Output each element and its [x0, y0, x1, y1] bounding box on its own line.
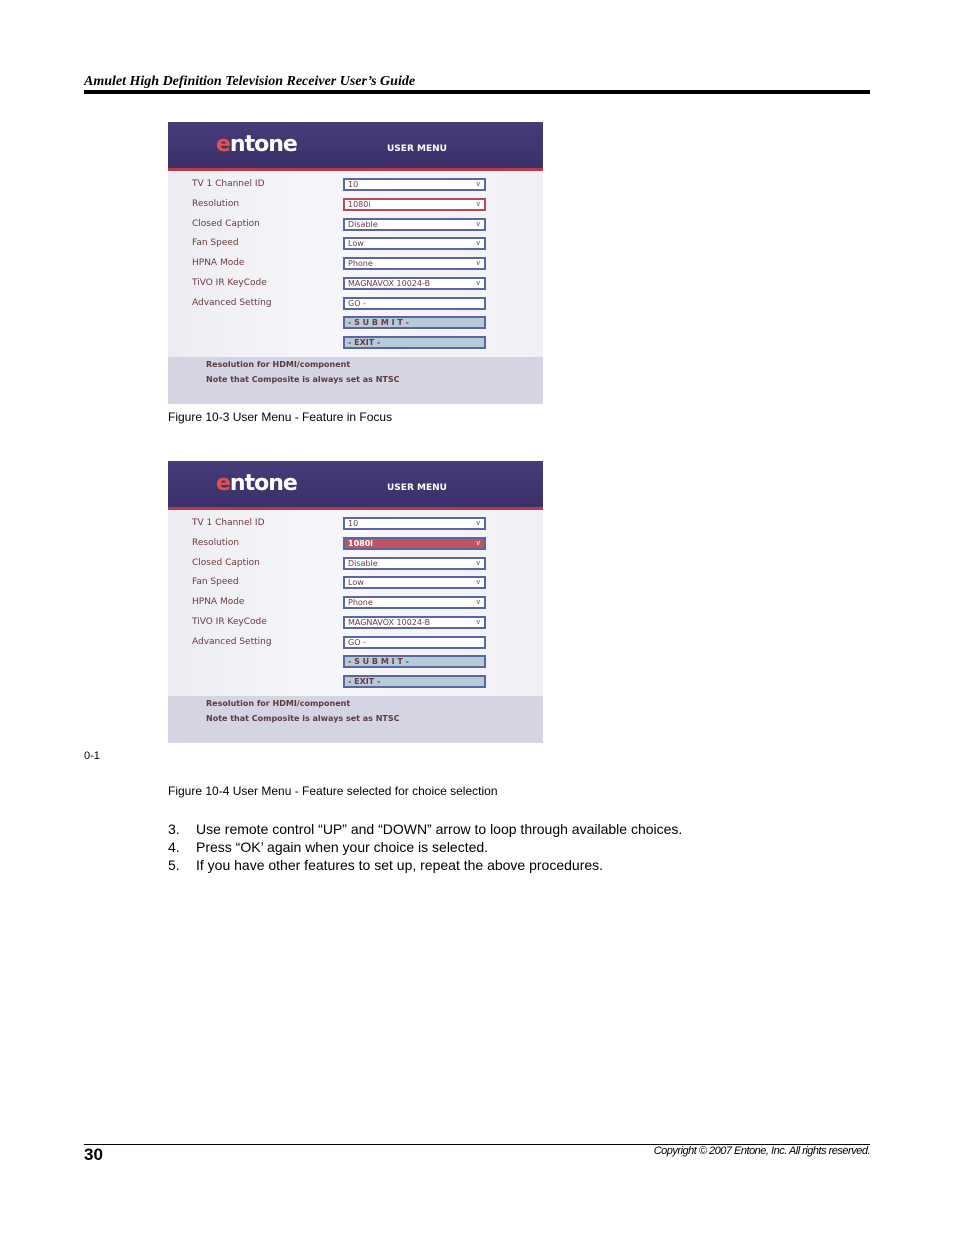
step-text: If you have other features to set up, repeat the above procedures.: [196, 857, 604, 873]
dropdown-arrow-icon: v: [476, 201, 480, 208]
step-number: 5.: [168, 857, 180, 873]
dropdown-arrow-icon: v: [476, 260, 480, 267]
menu-help-panel: [168, 696, 543, 743]
label-advanced-setting: Advanced Setting: [192, 637, 272, 647]
label-tivo-ir-keycode: TiVO IR KeyCode: [192, 278, 267, 288]
tivo-ir-keycode-select[interactable]: MAGNAVOX 10024-B v: [343, 277, 486, 290]
tv1-channel-id-select[interactable]: 10 v: [343, 178, 486, 191]
header-rule: [84, 90, 870, 94]
label-advanced-setting: Advanced Setting: [192, 298, 272, 308]
menu-body: [168, 171, 543, 357]
advanced-setting-go-button[interactable]: GO -: [343, 636, 486, 649]
exit-button[interactable]: - EXIT -: [343, 336, 486, 349]
menu-banner: [168, 461, 543, 510]
label-hpna-mode: HPNA Mode: [192, 597, 245, 607]
tivo-ir-keycode-select[interactable]: MAGNAVOX 10024-B v: [343, 616, 486, 629]
menu-title: USER MENU: [387, 144, 447, 154]
menu-body: [168, 510, 543, 696]
dropdown-arrow-icon: v: [476, 579, 480, 586]
label-closed-caption: Closed Caption: [192, 558, 260, 568]
tv1-channel-id-select[interactable]: 10 v: [343, 517, 486, 530]
menu-title: USER MENU: [387, 483, 447, 493]
label-closed-caption: Closed Caption: [192, 219, 260, 229]
label-resolution: Resolution: [192, 538, 240, 548]
figure-caption: Figure 10-4 User Menu - Feature selected for choice selection: [168, 784, 498, 798]
exit-button[interactable]: - EXIT -: [343, 675, 486, 688]
help-line: Note that Composite is always set as NTSC: [206, 375, 400, 384]
menu-help-panel: [168, 357, 543, 404]
closed-caption-select[interactable]: Disable v: [343, 218, 486, 231]
hpna-mode-select[interactable]: Phone v: [343, 596, 486, 609]
resolution-select[interactable]: 1080i v: [343, 537, 486, 550]
dropdown-arrow-icon: v: [476, 520, 480, 527]
help-line: Resolution for HDMI/component: [206, 699, 351, 708]
entone-logo: entone: [216, 471, 297, 496]
fan-speed-select[interactable]: Low v: [343, 576, 486, 589]
label-tv1-channel-id: TV 1 Channel ID: [192, 518, 265, 528]
label-tv1-channel-id: TV 1 Channel ID: [192, 179, 265, 189]
menu-banner: [168, 122, 543, 171]
hpna-mode-select[interactable]: Phone v: [343, 257, 486, 270]
help-line: Resolution for HDMI/component: [206, 360, 351, 369]
page-header-title: Amulet High Definition Television Receiver User’s Guide: [84, 74, 416, 89]
submit-button[interactable]: - S U B M I T -: [343, 655, 486, 668]
dropdown-arrow-icon: v: [476, 240, 480, 247]
label-fan-speed: Fan Speed: [192, 238, 239, 248]
user-menu-screenshot-focus: [168, 122, 543, 404]
label-hpna-mode: HPNA Mode: [192, 258, 245, 268]
dropdown-arrow-icon: v: [476, 540, 480, 547]
dropdown-arrow-icon: v: [476, 599, 480, 606]
label-fan-speed: Fan Speed: [192, 577, 239, 587]
page-footer: [84, 1144, 870, 1174]
submit-button[interactable]: - S U B M I T -: [343, 316, 486, 329]
dropdown-arrow-icon: v: [476, 280, 480, 287]
closed-caption-select[interactable]: Disable v: [343, 557, 486, 570]
page-number: 30: [84, 1145, 103, 1164]
advanced-setting-go-button[interactable]: GO -: [343, 297, 486, 310]
section-marker: 0-1: [84, 750, 100, 762]
page-header: [84, 74, 870, 96]
copyright-notice: Copyright © 2007 Entone, Inc. All rights reserved.: [653, 1145, 870, 1157]
step-text: Use remote control “UP” and “DOWN” arrow to loop through available choices.: [196, 821, 683, 837]
fan-speed-select[interactable]: Low v: [343, 237, 486, 250]
label-tivo-ir-keycode: TiVO IR KeyCode: [192, 617, 267, 627]
dropdown-arrow-icon: v: [476, 619, 480, 626]
resolution-select[interactable]: 1080i v: [343, 198, 486, 211]
user-menu-screenshot-selected: [168, 461, 543, 743]
dropdown-arrow-icon: v: [476, 560, 480, 567]
step-number: 4.: [168, 839, 180, 855]
help-line: Note that Composite is always set as NTSC: [206, 714, 400, 723]
dropdown-arrow-icon: v: [476, 221, 480, 228]
dropdown-arrow-icon: v: [476, 181, 480, 188]
step-number: 3.: [168, 821, 180, 837]
entone-logo: entone: [216, 132, 297, 157]
figure-caption: Figure 10-3 User Menu - Feature in Focus: [168, 410, 393, 424]
step-text: Press “OK’ again when your choice is selected.: [196, 839, 489, 855]
label-resolution: Resolution: [192, 199, 240, 209]
